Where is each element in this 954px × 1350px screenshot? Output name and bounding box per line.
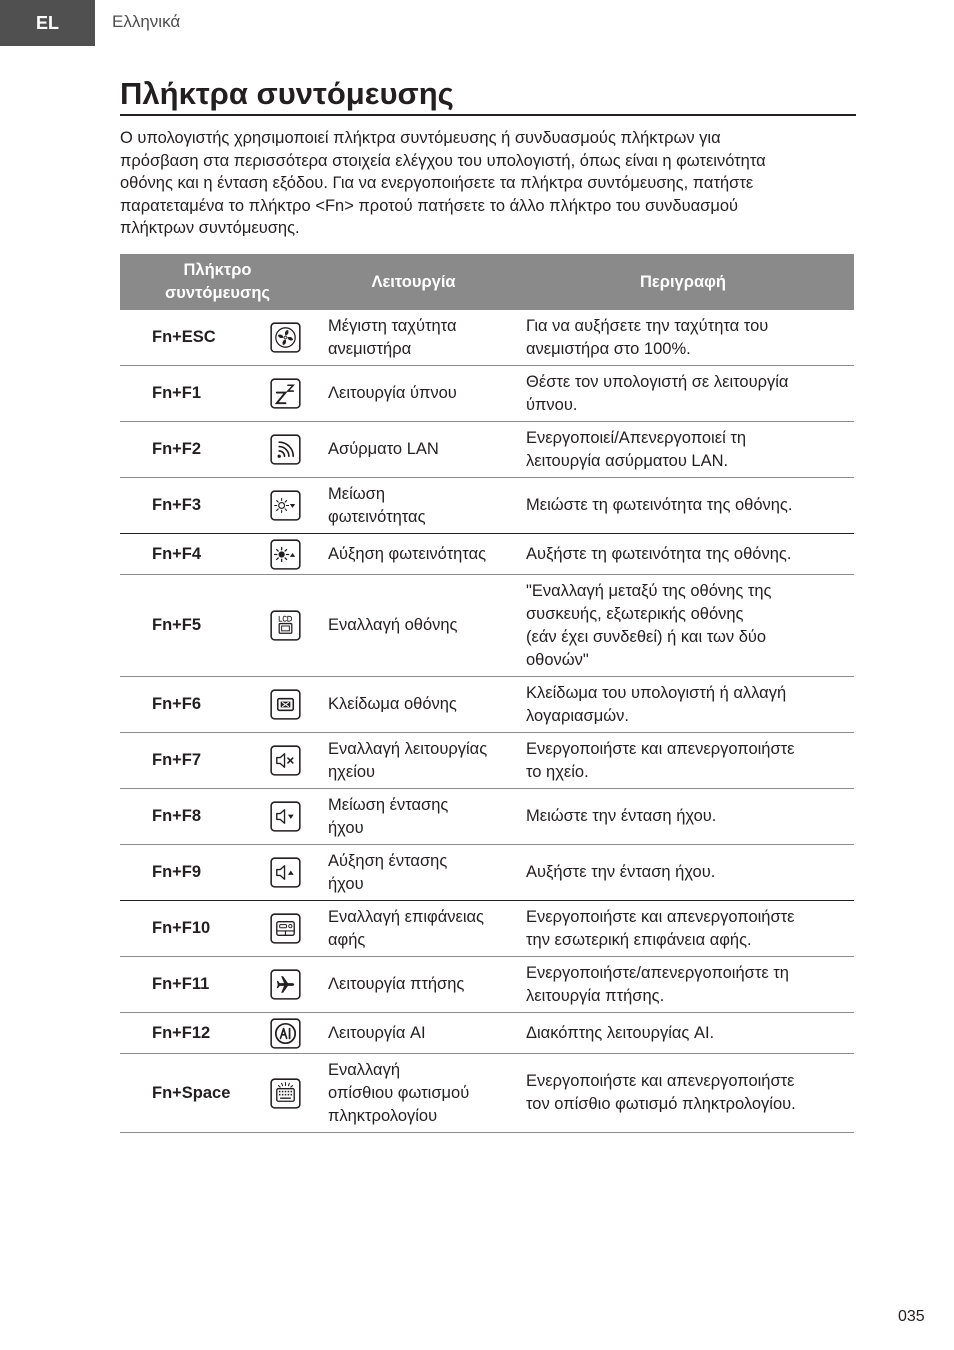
description-cell: [512, 315, 854, 361]
description-text-line: Ενεργοποιήστε και απενεργοποιήστε: [526, 907, 795, 926]
column-header-key-line: Πλήκτρο: [183, 261, 252, 279]
airplane-icon: [270, 969, 301, 1000]
shortcut-key: Fn+F11: [152, 975, 210, 993]
shortcut-key: Fn+F1: [152, 384, 202, 402]
description-text-line: το ηχείο.: [526, 762, 589, 781]
function-cell: [315, 315, 512, 361]
description-text-line: "Εναλλαγή μεταξύ της οθόνης της: [526, 581, 772, 600]
key-icon-cell: [255, 1059, 315, 1128]
intro-line: Ο υπολογιστής χρησιμοποιεί πλήκτρα συντόμευσης ή συνδυασμούς πλήκτρων για: [120, 129, 721, 147]
description-text-line: Διακόπτης λειτουργίας AI.: [526, 1023, 715, 1042]
column-header-function: [315, 254, 512, 310]
shortcut-key: Fn+ESC: [152, 328, 216, 346]
function-text-line: Εναλλαγή οθόνης: [328, 616, 458, 634]
description-cell: [512, 682, 854, 728]
column-header-description: [512, 254, 854, 310]
description-cell: [512, 738, 854, 784]
description-text-line: Ενεργοποιήστε και απενεργοποιήστε: [526, 739, 795, 758]
description-cell: [512, 539, 854, 570]
function-cell: [315, 1018, 512, 1049]
table-row: [120, 1013, 854, 1054]
table-row: [120, 478, 854, 534]
volume-up-icon: [270, 857, 301, 888]
description-text-line: ανεμιστήρα στο 100%.: [526, 339, 691, 358]
key-icon-cell: [255, 483, 315, 529]
key-icon-cell: [255, 794, 315, 840]
function-cell: [315, 1059, 512, 1128]
key-icon-cell: [255, 962, 315, 1008]
description-text-line: Για να αυξήσετε την ταχύτητα του: [526, 316, 769, 335]
description-cell: [512, 850, 854, 896]
description-text-line: Μειώστε την ένταση ήχου.: [526, 807, 717, 825]
intro-line: παρατεταμένα το πλήκτρο <Fn> προτού πατήσετε το άλλο πλήκτρο του συνδυασμού: [120, 196, 739, 215]
brightness-down-icon: [270, 490, 301, 521]
function-text-line: Λειτουργία AI: [328, 1023, 426, 1042]
function-text-line: Αύξηση έντασης: [328, 851, 448, 870]
column-header-key-line: συντόμευσης: [165, 284, 270, 302]
description-text-line: (εάν έχει συνδεθεί) ή και των δύο: [526, 627, 767, 646]
shortcut-key: Fn+Space: [152, 1083, 231, 1102]
table-row: [120, 957, 854, 1013]
description-text-line: οθονών": [526, 650, 589, 669]
function-text-line: Εναλλαγή επιφάνειας: [328, 907, 485, 926]
function-text-line: ήχου: [328, 874, 364, 893]
volume-down-icon: [270, 801, 301, 832]
description-text-line: συσκευής, εξωτερικής οθόνης: [526, 604, 744, 623]
function-text-line: Μείωση: [328, 484, 386, 503]
function-cell: [315, 738, 512, 784]
description-text-line: Ενεργοποιήστε και απενεργοποιήστε: [526, 1072, 795, 1090]
table-row: [120, 733, 854, 789]
intro-line: πλήκτρων συντόμευσης.: [120, 219, 300, 238]
description-text-line: Αυξήστε τη φωτεινότητα της οθόνης.: [526, 544, 792, 563]
description-cell: [512, 906, 854, 952]
shortcut-key: Fn+F4: [152, 544, 202, 563]
function-text-line: Μείωση έντασης: [328, 795, 449, 814]
intro-line: πρόσβαση στα περισσότερα στοιχεία ελέγχου του υπολογιστή, όπως είναι η φωτεινότητα: [120, 151, 766, 170]
shortcut-table: [120, 254, 854, 1133]
table-body: [120, 310, 854, 1133]
touchpad-icon: [270, 913, 301, 944]
page-title: Πλήκτρα συντόμευσης: [120, 76, 454, 111]
table-row: [120, 1054, 854, 1133]
function-text-line: Εναλλαγή: [328, 1060, 401, 1079]
function-text-line: ανεμιστήρα: [328, 339, 412, 358]
display-switch-icon: [270, 610, 301, 641]
description-cell: [512, 1059, 854, 1128]
description-text-line: λογαριασμών.: [526, 706, 629, 725]
function-text-line: οπίσθιου φωτισμού: [328, 1083, 470, 1102]
key-icon-cell: [255, 371, 315, 417]
description-text-line: Μειώστε τη φωτεινότητα της οθόνης.: [526, 496, 793, 514]
function-text-line: Λειτουργία ύπνου: [328, 384, 457, 402]
function-text-line: αφής: [328, 930, 366, 949]
mute-icon: [270, 745, 301, 776]
description-cell: [512, 794, 854, 840]
intro-line: οθόνης και η ένταση εξόδου. Για να ενεργοποιήσετε τα πλήκτρα συντόμευσης, πατήστε: [120, 174, 754, 193]
function-cell: [315, 427, 512, 473]
function-text-line: πληκτρολογίου: [328, 1106, 438, 1125]
description-text-line: Ενεργοποιήστε/απενεργοποιήστε τη: [526, 963, 789, 982]
language-name: Ελληνικά: [112, 12, 181, 31]
intro-paragraph: [120, 127, 860, 240]
shortcut-key: Fn+F3: [152, 496, 202, 514]
function-cell: [315, 850, 512, 896]
table-row: [120, 575, 854, 677]
description-cell: [512, 1018, 854, 1049]
function-text-line: ήχου: [328, 818, 364, 837]
shortcut-key: Fn+F8: [152, 807, 202, 825]
function-text-line: Αύξηση φωτεινότητας: [328, 544, 487, 563]
key-icon-cell: [255, 315, 315, 361]
keyboard-backlight-icon: [270, 1078, 301, 1109]
ai-icon: [270, 1018, 301, 1049]
function-text-line: Ασύρματο LAN: [328, 440, 439, 458]
function-cell: [315, 580, 512, 672]
function-cell: [315, 371, 512, 417]
table-row: [120, 789, 854, 845]
description-cell: [512, 962, 854, 1008]
description-text-line: την εσωτερική επιφάνεια αφής.: [526, 930, 752, 949]
function-cell: [315, 483, 512, 529]
function-cell: [315, 539, 512, 570]
description-text-line: τον οπίσθιο φωτισμό πληκτρολογίου.: [526, 1095, 796, 1113]
key-icon-cell: [255, 427, 315, 473]
function-text-line: Εναλλαγή λειτουργίας: [328, 739, 488, 758]
table-row: [120, 310, 854, 366]
shortcut-key: Fn+F12: [152, 1023, 211, 1042]
table-row: [120, 845, 854, 901]
sleep-icon: [270, 378, 301, 409]
column-header-function-label: Λειτουργία: [371, 272, 456, 291]
description-text-line: Κλείδωμα του υπολογιστή ή αλλαγή: [526, 683, 787, 702]
key-icon-cell: [255, 906, 315, 952]
key-icon-cell: [255, 738, 315, 784]
description-text-line: Ενεργοποιεί/Απενεργοποιεί τη: [526, 428, 747, 447]
description-text-line: Αυξήστε την ένταση ήχου.: [526, 863, 716, 881]
page-number: 035: [898, 1308, 925, 1325]
key-icon-cell: [255, 539, 315, 570]
table-row: [120, 901, 854, 957]
key-icon-cell: [255, 682, 315, 728]
table-row: [120, 677, 854, 733]
function-text-line: φωτεινότητας: [328, 507, 426, 526]
description-cell: [512, 580, 854, 672]
description-cell: [512, 371, 854, 417]
table-row: [120, 366, 854, 422]
fan-icon: [270, 322, 301, 353]
lock-screen-icon: [270, 689, 301, 720]
table-header: [120, 254, 854, 310]
function-text-line: ηχείου: [328, 762, 376, 781]
brightness-up-icon: [270, 539, 301, 570]
description-text-line: λειτουργία ασύρματου LAN.: [526, 451, 729, 470]
description-text-line: λειτουργία πτήσης.: [526, 986, 665, 1005]
shortcut-key: Fn+F5: [152, 616, 202, 634]
description-cell: [512, 483, 854, 529]
function-cell: [315, 794, 512, 840]
column-header-key: [120, 254, 315, 310]
shortcut-key: Fn+F6: [152, 695, 202, 713]
description-text-line: ύπνου.: [526, 395, 578, 414]
function-cell: [315, 906, 512, 952]
shortcut-key: Fn+F9: [152, 863, 202, 881]
function-text-line: Μέγιστη ταχύτητα: [328, 316, 457, 335]
language-code: EL: [35, 13, 59, 33]
table-row: [120, 422, 854, 478]
shortcut-key: Fn+F7: [152, 751, 202, 769]
shortcut-key: Fn+F10: [152, 919, 211, 937]
key-icon-cell: [255, 580, 315, 672]
key-icon-cell: [255, 1018, 315, 1049]
title-rule: [120, 114, 856, 116]
table-row: [120, 534, 854, 575]
description-text-line: Θέστε τον υπολογιστή σε λειτουργία: [526, 372, 789, 391]
function-cell: [315, 962, 512, 1008]
key-icon-cell: [255, 850, 315, 896]
wifi-icon: [270, 434, 301, 465]
shortcut-key: Fn+F2: [152, 440, 202, 458]
function-cell: [315, 682, 512, 728]
column-header-description-label: Περιγραφή: [640, 272, 726, 291]
function-text-line: Λειτουργία πτήσης: [328, 975, 465, 993]
language-tab: [0, 0, 95, 46]
function-text-line: Κλείδωμα οθόνης: [328, 695, 457, 713]
description-cell: [512, 427, 854, 473]
